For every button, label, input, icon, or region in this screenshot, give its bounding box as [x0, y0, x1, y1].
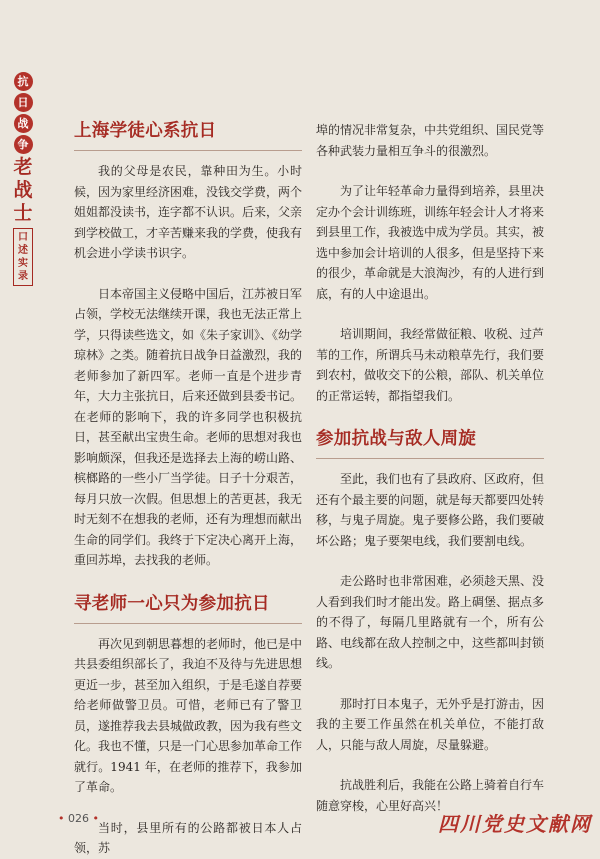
heading-rule [74, 150, 302, 151]
page-number: • 026 • [58, 812, 99, 825]
paragraph: 日本帝国主义侵略中国后，江苏被日军占领，学校无法继续开课，我也无法正常上学，只得读些选文，如《朱子家训》、《幼学琼林》之类。随着抗日战争日益激烈，我的老师参加了新四军。老师一直是个进步青年，大力主张抗日，后来还做到县委书记。在老师的影响下，我的许多同学也积极抗日，甚至献出宝贵生命。老师的思想对我也影响颇深，但我还是选择去上海的崂山路、槟榔路的一些小厂当学徒。日子十分艰苦，每月只放一次假。但思想上的苦更甚，我无时无刻不在想我的老师，还有为理想而献出生命的同学们。我终于下定决心离开上海，重回苏埠，去找我的老师。 [74, 286, 303, 567]
paragraph: 当时，县里所有的公路都被日本人占领，苏 [74, 820, 302, 855]
paragraph: 为了让年轻革命力量得到培养，县里决定办个会计训练班，训练年轻会计人才将来到县里工作，我被选中成为学员。其实，被选中参加会计培训的人很多，但是坚持下来的很少，革命就是大浪淘沙，有的人进行到底，有的人中途退出。 [316, 184, 545, 301]
series-char: 述 [18, 245, 28, 256]
series-char: 老 [13, 156, 33, 178]
paragraph: 埠的情况非常复杂，中共党组织、国民党等各种武装力量相互争斗的很激烈。 [316, 123, 545, 158]
series-char: 抗 [14, 72, 33, 91]
paragraph: 走公路时也非常困难，必须趁天黑、没人看到我们时才能出发。路上碉堡、据点多的不得了，每隔几里路就有一个，所有公路、电线都在敌人控制之中，这些都叫封锁线。 [316, 574, 545, 670]
series-char: 日 [14, 93, 33, 112]
series-box [13, 228, 33, 286]
heading-rule [316, 458, 544, 459]
series-char: 录 [18, 271, 28, 282]
series-char: 争 [14, 135, 33, 154]
page-number-text: 026 [68, 812, 89, 825]
paragraph: 抗战胜利后，我能在公路上骑着自行车随意穿梭，心里好高兴！ [316, 778, 545, 813]
right-column [316, 120, 544, 816]
section-heading: 上海学徒心系抗日 [74, 121, 217, 141]
series-char: 战 [13, 179, 33, 201]
brand-watermark: 四川党史文献网 [438, 812, 592, 836]
series-char: 战 [14, 114, 33, 133]
section-heading: 寻老师一心只为参加抗日 [74, 593, 270, 614]
paragraph: 我的父母是农民，靠种田为生。小时候，因为家里经济困难，没钱交学费，两个姐姐都没读书，连字都不认识。后来，父亲到学校做工，才辛苦赚来我的学费，使我有机会进小学读书识字。 [74, 164, 303, 260]
series-char: 士 [13, 202, 33, 224]
paragraph: 那时打日本鬼子，无外乎是打游击，因我的主要工作虽然在机关单位，不能打敌人，只能与敌人周旋，尽量躲避。 [316, 696, 545, 752]
section-heading: 参加抗战与敌人周旋 [316, 429, 477, 449]
series-char: 口 [18, 232, 28, 243]
heading-rule [74, 623, 302, 624]
series-char: 实 [18, 258, 28, 269]
paragraph: 培训期间，我经常做征粮、收税、过芦苇的工作，所谓兵马未动粮草先行，我们要到农村，做收交下的公粮，部队、机关单位的正常运转，都指望我们。 [316, 327, 545, 403]
series-label [12, 72, 34, 286]
paragraph: 至此，我们也有了县政府、区政府，但还有个最主要的问题，就是每天都要四处转移，与鬼子周旋。鬼子要修公路，我们要破坏公路；鬼子要架电线，我们要割电线。 [316, 472, 545, 548]
left-column [74, 118, 302, 859]
paragraph: 再次见到朝思暮想的老师时，他已是中共县委组织部长了，我迫不及待与先进思想更近一步，甚至加入组织，于是毛遂自荐要给老师做警卫员。可惜，老师已有了警卫员，遂推荐我去县城做政教，因为我有些文化。我也不懂，只是一门心思参加革命工作就行。1941 年，在老师的推荐下，我参加了革命。 [74, 636, 303, 794]
